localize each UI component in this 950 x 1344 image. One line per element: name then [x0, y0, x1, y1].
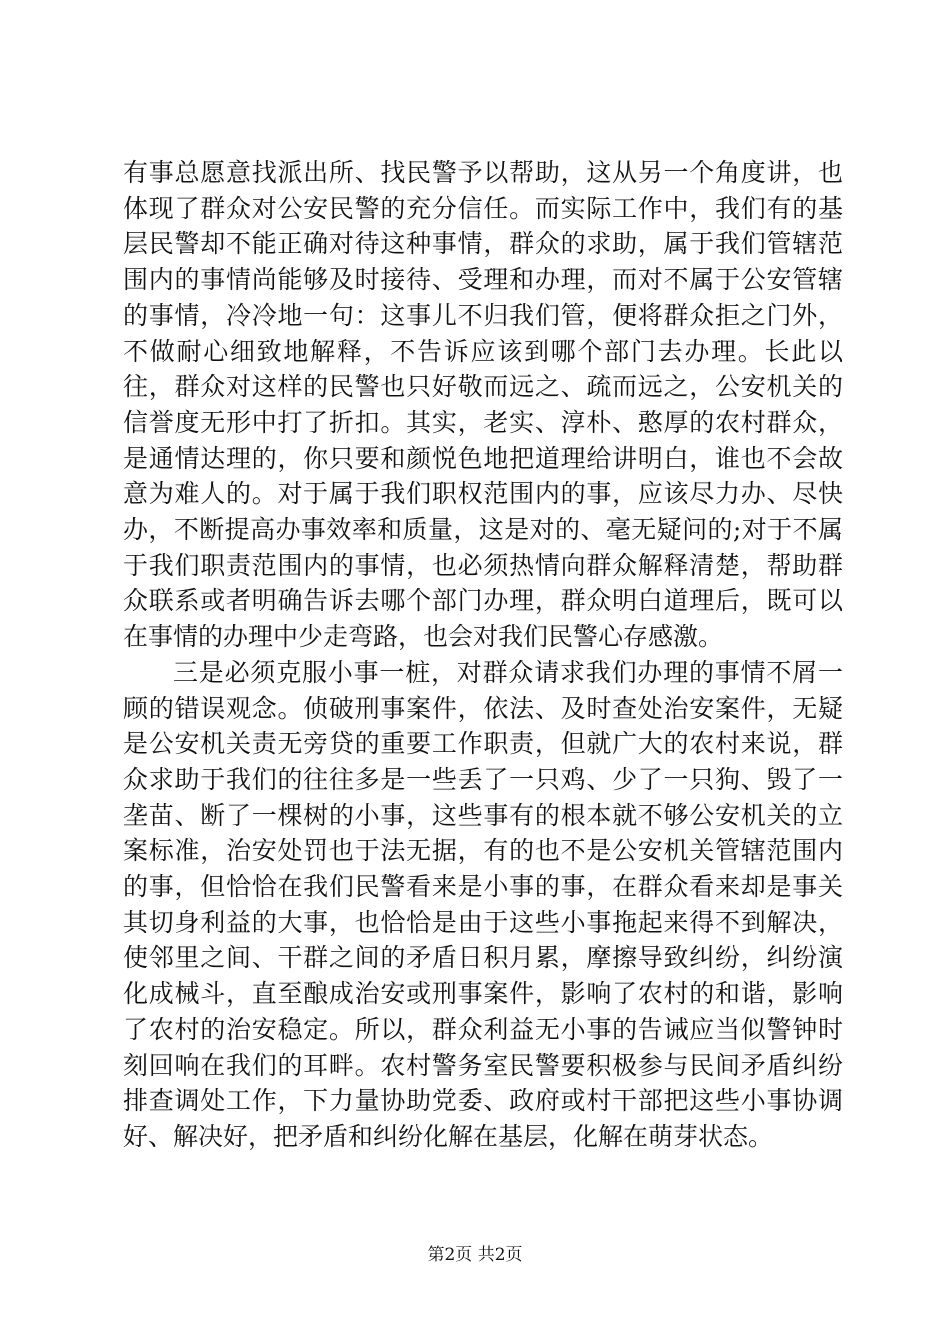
paragraph-continuation: 有事总愿意找派出所、找民警予以帮助，这从另一个角度讲，也体现了群众对公安民警的充分信任。而实际工作中，我们有的基层民警却不能正确对待这种事情，群众的求助，属于我们管辖范围内的事情尚能够及时接待、受理和办理，而对不属于公安管辖的事情，冷冷地一句：这事儿不归我们管，便将群众拒之门外，不做耐心细致地解释，不告诉应该到哪个部门去办理。长此以往，群众对这样的民警也只好敬而远之、疏而远之，公安机关的信誉度无形中打了折扣。其实，老实、淳朴、憨厚的农村群众，是通情达理的，你只要和颜悦色地把道理给讲明白，谁也不会故意为难人的。对于属于我们职权范围内的事，应该尽力办、尽快办，不断提高办事效率和质量，这是对的、毫无疑问的;对于不属于我们职责范围内的事情，也必须热情向群众解释清楚，帮助群众联系或者明确告诉去哪个部门办理，群众明白道理后，既可以在事情的办理中少走弯路，也会对我们民警心存感激。 — [123, 158, 843, 652]
paragraph-point-three: 三是必须克服小事一桩，对群众请求我们办理的事情不屑一顾的错误观念。侦破刑事案件，依法、及时查处治安案件，无疑是公安机关责无旁贷的重要工作职责，但就广大的农村来说，群众求助于我们的往往多是一些丢了一只鸡、少了一只狗、毁了一垄苗、断了一棵树的小事，这些事有的根本就不够公安机关的立案标准，治安处罚也于法无据，有的也不是公安机关管辖范围内的事，但恰恰在我们民警看来是小事的事，在群众看来却是事关其切身利益的大事，也恰恰是由于这些小事拖起来得不到解决，使邻里之间、干群之间的矛盾日积月累，摩擦导致纠纷，纠纷演化成械斗，直至酿成治安或刑事案件，影响了农村的和谐，影响了农村的治安稳定。所以，群众利益无小事的告诫应当似警钟时刻回响在我们的耳畔。农村警务室民警要积极参与民间矛盾纠纷排查调处工作，下力量协助党委、政府或村干部把这些小事协调好、解决好，把矛盾和纠纷化解在基层，化解在萌芽状态。 — [123, 657, 843, 1151]
page-footer: 第2页 共2页 — [427, 1245, 523, 1265]
body-text — [123, 155, 843, 1155]
